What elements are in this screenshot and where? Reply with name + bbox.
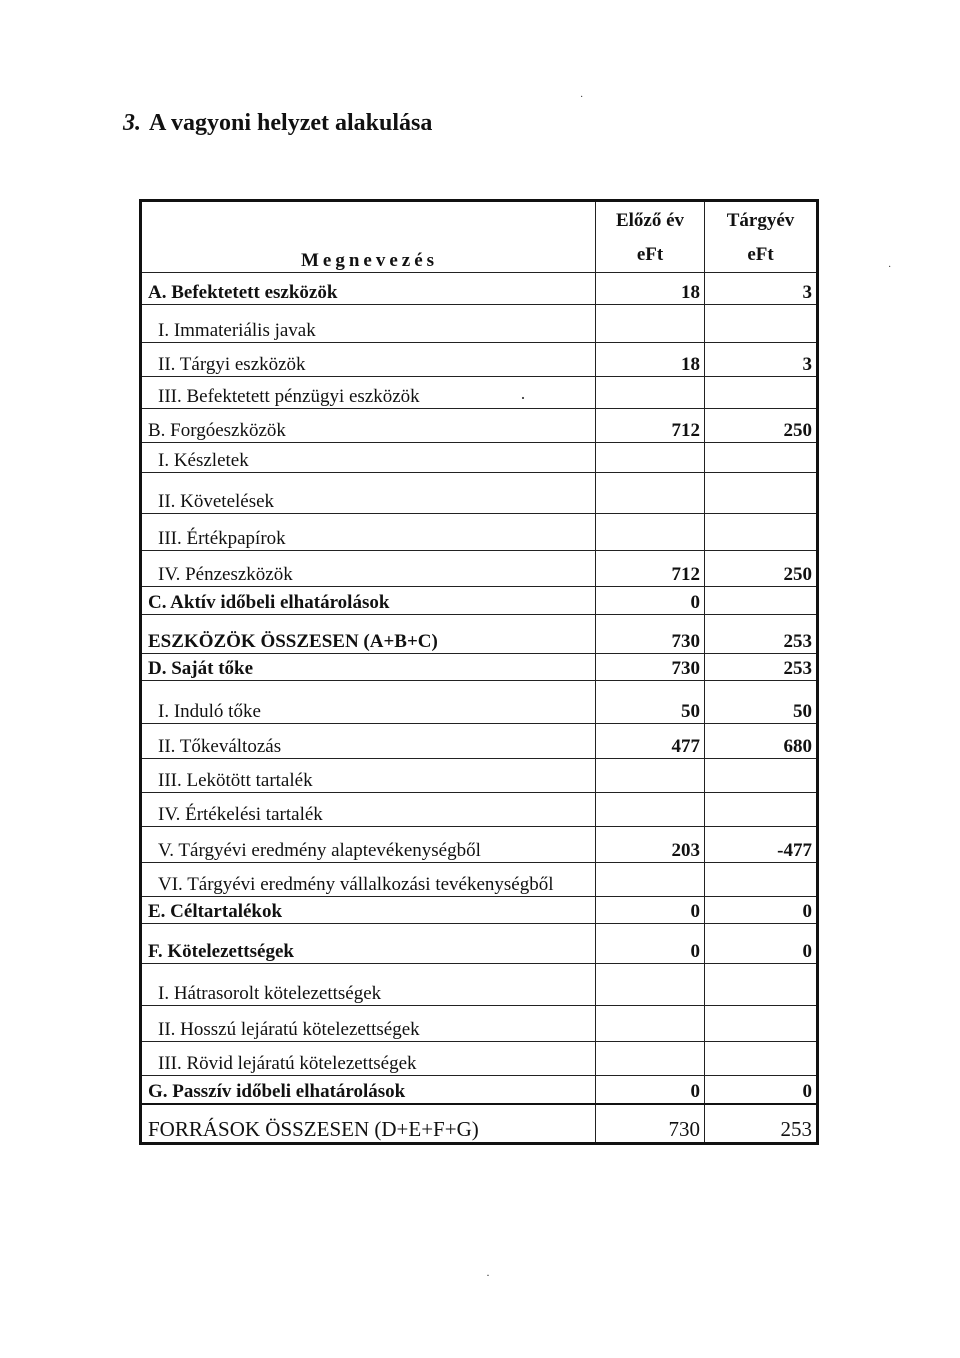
previous-year-value: 18 <box>596 343 705 377</box>
table-row <box>141 587 818 615</box>
row-label: VI. Tárgyévi eredmény vállalkozási tevékenységből <box>141 863 596 897</box>
row-label: I. Immateriális javak <box>141 305 596 343</box>
previous-year-value: 0 <box>596 924 705 964</box>
previous-year-value <box>596 473 705 514</box>
current-year-value: 0 <box>705 1076 818 1104</box>
table-row <box>141 1104 818 1144</box>
current-year-value: 253 <box>705 654 818 681</box>
previous-year-unit: eFt <box>636 244 664 265</box>
row-label: E. Céltartalékok <box>141 897 596 924</box>
current-year-value: -477 <box>705 827 818 863</box>
row-label: II. Követelések <box>141 473 596 514</box>
table-row <box>141 759 818 793</box>
row-label: I. Hátrasorolt kötelezettségek <box>141 964 596 1006</box>
previous-year-value <box>596 964 705 1006</box>
table-row <box>141 863 818 897</box>
previous-year-value <box>596 514 705 551</box>
table-row <box>141 273 818 305</box>
current-year-value: 680 <box>705 724 818 759</box>
previous-year-value: 477 <box>596 724 705 759</box>
table-row <box>141 343 818 377</box>
header-row <box>141 201 818 273</box>
row-label: IV. Értékelési tartalék <box>141 793 596 827</box>
table-row <box>141 897 818 924</box>
previous-year-value <box>596 863 705 897</box>
previous-year-value <box>596 1042 705 1076</box>
row-label: ESZKÖZÖK ÖSSZESEN (A+B+C) <box>141 615 596 654</box>
previous-year-value: 712 <box>596 409 705 443</box>
scan-speck: · <box>580 92 584 103</box>
table-row <box>141 827 818 863</box>
row-label: III. Lekötött tartalék <box>141 759 596 793</box>
row-label: III. Értékpapírok <box>141 514 596 551</box>
section-title: A vagyoni helyzet alakulása <box>149 110 433 136</box>
column-header-previous-year <box>596 201 705 273</box>
previous-year-value: 730 <box>596 654 705 681</box>
current-year-value <box>705 514 818 551</box>
scan-speck: · <box>888 262 892 273</box>
current-year-value <box>705 443 818 473</box>
row-label: III. Befektetett pénzügyi eszközök <box>141 377 596 409</box>
table-row <box>141 964 818 1006</box>
table-row <box>141 724 818 759</box>
previous-year-value <box>596 305 705 343</box>
current-year-value <box>705 964 818 1006</box>
current-year-value <box>705 863 818 897</box>
previous-year-value: 0 <box>596 1076 705 1104</box>
previous-year-value <box>596 759 705 793</box>
column-header-current-year <box>705 201 818 273</box>
current-year-value: 250 <box>705 551 818 587</box>
table-row <box>141 681 818 724</box>
table-row <box>141 924 818 964</box>
table-row <box>141 1042 818 1076</box>
row-label: G. Passzív időbeli elhatárolások <box>141 1076 596 1104</box>
current-year-value: 253 <box>705 1104 818 1144</box>
scan-speck: · <box>520 388 526 408</box>
current-year-value <box>705 1042 818 1076</box>
previous-year-value <box>596 377 705 409</box>
current-year-value: 3 <box>705 343 818 377</box>
current-year-value <box>705 1006 818 1042</box>
table-row <box>141 551 818 587</box>
previous-year-value: 0 <box>596 897 705 924</box>
current-year-value: 0 <box>705 897 818 924</box>
scan-speck: · <box>486 1268 490 1282</box>
table-row <box>141 473 818 514</box>
previous-year-value: 18 <box>596 273 705 305</box>
previous-year-value: 203 <box>596 827 705 863</box>
current-year-value <box>705 305 818 343</box>
row-label: II. Hosszú lejáratú kötelezettségek <box>141 1006 596 1042</box>
asset-position-table <box>139 199 819 1145</box>
current-year-value: 50 <box>705 681 818 724</box>
current-year-value <box>705 587 818 615</box>
current-year-value: 3 <box>705 273 818 305</box>
table-row <box>141 514 818 551</box>
row-label: F. Kötelezettségek <box>141 924 596 964</box>
current-year-unit: eFt <box>747 244 774 265</box>
table-row <box>141 793 818 827</box>
current-year-value: 250 <box>705 409 818 443</box>
previous-year-value: 730 <box>596 1104 705 1144</box>
row-label: D. Saját tőke <box>141 654 596 681</box>
current-year-value <box>705 377 818 409</box>
table-row <box>141 654 818 681</box>
row-label: I. Készletek <box>141 443 596 473</box>
row-label: B. Forgóeszközök <box>141 409 596 443</box>
table-row <box>141 305 818 343</box>
previous-year-value <box>596 443 705 473</box>
row-label: IV. Pénzeszközök <box>141 551 596 587</box>
section-number: 3. <box>123 110 141 136</box>
row-label: II. Tárgyi eszközök <box>141 343 596 377</box>
row-label: V. Tárgyévi eredmény alaptevékenységből <box>141 827 596 863</box>
current-year-value: 0 <box>705 924 818 964</box>
table-row <box>141 1006 818 1042</box>
column-header-name: Megnevezés <box>141 201 596 273</box>
current-year-label: Tárgyév <box>726 210 795 231</box>
current-year-value <box>705 473 818 514</box>
row-label: I. Induló tőke <box>141 681 596 724</box>
table-row <box>141 443 818 473</box>
row-label: A. Befektetett eszközök <box>141 273 596 305</box>
row-label: III. Rövid lejáratú kötelezettségek <box>141 1042 596 1076</box>
table-row <box>141 1076 818 1104</box>
current-year-value: 253 <box>705 615 818 654</box>
previous-year-value: 50 <box>596 681 705 724</box>
table-row <box>141 377 818 409</box>
previous-year-value <box>596 1006 705 1042</box>
previous-year-value: 0 <box>596 587 705 615</box>
previous-year-value: 712 <box>596 551 705 587</box>
row-label: FORRÁSOK ÖSSZESEN (D+E+F+G) <box>141 1104 596 1144</box>
current-year-value <box>705 759 818 793</box>
previous-year-value <box>596 793 705 827</box>
row-label: II. Tőkeváltozás <box>141 724 596 759</box>
previous-year-label: Előző év <box>615 210 685 231</box>
section-heading <box>123 110 432 137</box>
row-label: C. Aktív időbeli elhatárolások <box>141 587 596 615</box>
previous-year-value: 730 <box>596 615 705 654</box>
current-year-value <box>705 793 818 827</box>
table-row <box>141 615 818 654</box>
table-row <box>141 409 818 443</box>
